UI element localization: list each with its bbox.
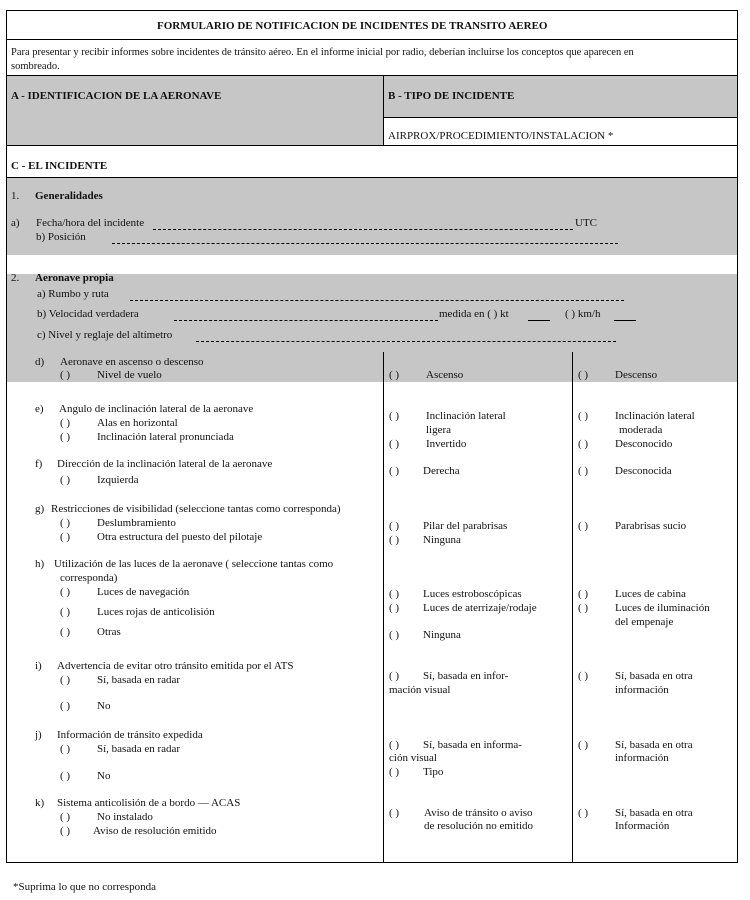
checkbox-nivel-de-vuelo[interactable]: ( ) [60,369,71,381]
gen-a-unit: UTC [575,217,597,229]
checkbox-descenso[interactable]: ( ) [578,369,589,381]
item-i-r1b: información [615,684,669,696]
checkbox-otras[interactable]: ( ) [60,626,71,638]
item-h-l3: Otras [97,626,121,638]
item-k-l2: Aviso de resolución emitido [93,825,217,837]
gen-a-letter: a) [11,217,20,229]
item-d-title: Aeronave en ascenso o descenso [60,356,204,368]
item-e-m1b: ligera [426,424,452,436]
item-k-r1b: Información [615,820,670,832]
fill-line-rumbo [130,300,624,301]
item-i-title: Advertencia de evitar otro tránsito emitida por el ATS [57,660,294,672]
checkbox-luces-cabina[interactable]: ( ) [578,588,589,600]
item-h-letter: h) [35,558,45,570]
item-j-m1b: ción visual [389,752,437,764]
checkbox-luces-empenaje[interactable]: ( ) [578,602,589,614]
fill-line-kt [528,320,550,321]
checkbox-ascenso[interactable]: ( ) [389,369,400,381]
own-c: c) Nivel y reglaje del altímetro [37,329,173,341]
item-h-title-b: corresponda) [60,572,118,584]
item-g-l2: Otra estructura del puesto del pilotaje [97,531,263,543]
checkbox-invertido[interactable]: ( ) [389,438,400,450]
own-b-measure: medida en ( ) kt [439,308,509,320]
item-d-l1: Nivel de vuelo [97,369,162,381]
section-a-title: A - IDENTIFICACION DE LA AERONAVE [11,90,222,102]
item-g-l1: Deslumbramiento [97,517,176,529]
item-h-m1: Luces estroboscópicas [423,588,522,600]
checkbox-ninguna-visibilidad[interactable]: ( ) [389,534,400,546]
own-a: a) Rumbo y ruta [37,288,109,300]
item-e-r1b: moderada [619,424,663,436]
checkbox-inclinacion-moderada[interactable]: ( ) [578,410,589,422]
own-title: Aeronave propia [35,272,114,284]
checkbox-deslumbramiento[interactable]: ( ) [60,517,71,529]
section-b-value: AIRPROX/PROCEDIMIENTO/INSTALACION * [388,130,614,142]
item-d-m1: Ascenso [426,369,464,381]
item-j-m1a: Sí, basada en informa- [423,739,522,751]
item-e-title: Angulo de inclinación lateral de la aeronave [59,403,254,415]
checkbox-luces-aterrizaje[interactable]: ( ) [389,602,400,614]
own-number: 2. [11,272,20,284]
item-i-l1: Sí, basada en radar [97,674,181,686]
fill-line-kmh [614,320,636,321]
checkbox-advertencia-radar[interactable]: ( ) [60,674,71,686]
section-b-title: B - TIPO DE INCIDENTE [388,90,515,102]
item-k-r1a: Sí, basada en otra [615,807,693,819]
item-h-l2: Luces rojas de anticolisión [97,606,215,618]
item-f-l1: Izquierda [97,474,139,486]
item-e-m1a: Inclinación lateral [426,410,506,422]
checkbox-acas-aviso-resolucion[interactable]: ( ) [60,825,71,837]
divider-section-c [7,145,737,146]
checkbox-luces-estroboscopicas[interactable]: ( ) [389,588,400,600]
item-g-m2: Ninguna [423,534,461,546]
item-f-title: Dirección de la inclinación lateral de la aeronave [57,458,273,470]
column-divider-right [572,352,573,863]
checkbox-parabrisas-sucio[interactable]: ( ) [578,520,589,532]
checkbox-advertencia-no[interactable]: ( ) [60,700,71,712]
item-j-r1a: Sí, basada en otra [615,739,693,751]
checkbox-desconocida[interactable]: ( ) [578,465,589,477]
checkbox-acas-no-emitido[interactable]: ( ) [389,807,400,819]
item-k-m1b: de resolución no emitido [424,820,534,832]
checkbox-ninguna-luces[interactable]: ( ) [389,629,400,641]
checkbox-desconocido[interactable]: ( ) [578,438,589,450]
item-f-m1: Derecha [423,465,460,477]
section-c-title: C - EL INCIDENTE [11,160,108,172]
item-k-l1: No instalado [97,811,153,823]
checkbox-pilar-parabrisas[interactable]: ( ) [389,520,400,532]
item-i-letter: i) [35,660,42,672]
checkbox-izquierda[interactable]: ( ) [60,474,71,486]
item-e-m2: Invertido [426,438,467,450]
item-d-letter: d) [35,356,45,368]
item-i-m1b: mación visual [389,684,451,696]
footnote: *Suprima lo que no corresponda [13,881,156,893]
checkbox-info-no[interactable]: ( ) [60,770,71,782]
checkbox-acas-no-instalado[interactable]: ( ) [60,811,71,823]
fill-line-velocidad [174,320,438,321]
divider-title [7,39,737,40]
own-b-kmh: ( ) km/h [565,308,601,320]
checkbox-advertencia-otra[interactable]: ( ) [578,670,589,682]
divider-intro [7,75,737,76]
fill-line-fecha [153,229,573,230]
column-divider-left [383,352,384,863]
gen-a-label: Fecha/hora del incidente [36,217,145,229]
item-i-r1a: Sí, basada en otra [615,670,693,682]
item-g-m1: Pilar del parabrisas [423,520,508,532]
divider-b-value [384,117,737,118]
checkbox-derecha[interactable]: ( ) [389,465,400,477]
item-h-r1: Luces de cabina [615,588,686,600]
intro-line-2: sombreado. [11,61,60,72]
item-h-m3: Ninguna [423,629,461,641]
item-h-title-a: Utilización de las luces de la aeronave ( seleccione tantas como [54,558,334,570]
item-j-title: Información de tránsito expedida [57,729,203,741]
checkbox-otra-estructura[interactable]: ( ) [60,531,71,543]
intro-line-1: Para presentar y recibir informes sobre incidentes de tránsito aéreo. En el informe inicial por radio, deberían incluirse los conceptos que aparecen en [11,47,634,58]
item-e-r2: Desconocido [615,438,673,450]
own-b: b) Velocidad verdadera [37,308,139,320]
item-h-r2b: del empenaje [615,616,674,628]
checkbox-alas-horizontal[interactable]: ( ) [60,417,71,429]
item-h-r2a: Luces de iluminación [615,602,710,614]
item-j-m2: Tipo [423,766,444,778]
item-e-l2: Inclinación lateral pronunciada [97,431,234,443]
item-h-m2: Luces de aterrizaje/rodaje [423,602,537,614]
checkbox-advertencia-visual[interactable]: ( ) [389,670,400,682]
item-g-r1: Parabrisas sucio [615,520,687,532]
item-f-letter: f) [35,458,43,470]
checkbox-inclinacion-ligera[interactable]: ( ) [389,410,400,422]
item-g-letter: g) [35,503,45,515]
form-title: FORMULARIO DE NOTIFICACION DE INCIDENTES DE TRANSITO AEREO [157,20,548,32]
item-i-l2: No [97,700,111,712]
item-k-title: Sistema anticolisión de a bordo — ACAS [57,797,241,809]
checkbox-acas-otra[interactable]: ( ) [578,807,589,819]
checkbox-info-tipo[interactable]: ( ) [389,766,400,778]
gen-title: Generalidades [35,190,103,202]
item-i-m1a: Sí, basada en infor- [423,670,509,682]
gen-b-label: b) Posición [36,231,86,243]
item-g-title: Restricciones de visibilidad (seleccione tantas como corresponda) [51,503,341,515]
item-k-letter: k) [35,797,45,809]
item-e-letter: e) [35,403,44,415]
divider-a-b [383,75,384,146]
divider-generalidades [7,177,737,178]
item-j-l1: Sí, basada en radar [97,743,181,755]
item-e-l1: Alas en horizontal [97,417,178,429]
checkbox-info-radar[interactable]: ( ) [60,743,71,755]
item-j-l2: No [97,770,111,782]
checkbox-info-otra[interactable]: ( ) [578,739,589,751]
fill-line-posicion [112,243,618,244]
item-h-l1: Luces de navegación [97,586,190,598]
item-f-r1: Desconocida [615,465,672,477]
item-j-letter: j) [35,729,42,741]
checkbox-info-visual[interactable]: ( ) [389,739,400,751]
item-k-m1a: Aviso de tránsito o aviso [424,807,533,819]
checkbox-luces-anticolision[interactable]: ( ) [60,606,71,618]
gen-number: 1. [11,190,20,202]
checkbox-inclinacion-pronunciada[interactable]: ( ) [60,431,71,443]
fill-line-nivel [196,341,616,342]
item-j-r1b: información [615,752,669,764]
item-d-r1: Descenso [615,369,658,381]
checkbox-luces-navegacion[interactable]: ( ) [60,586,71,598]
item-e-r1a: Inclinación lateral [615,410,695,422]
